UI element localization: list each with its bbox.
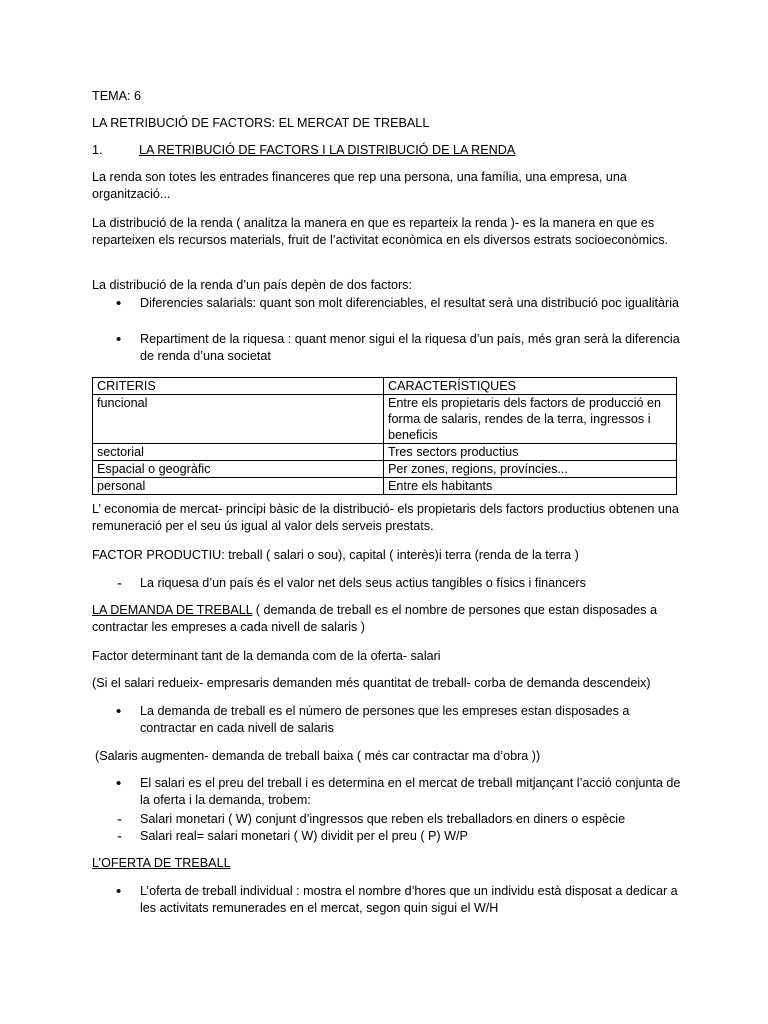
- table-cell: Per zones, regions, províncies...: [384, 461, 677, 478]
- list-item: [92, 295, 682, 312]
- table-header-cell: CARACTERÍSTIQUES: [384, 378, 677, 395]
- paragraph-demanda: [92, 602, 682, 636]
- table-row: [93, 478, 677, 495]
- paragraph-distribucio: La distribució de la renda ( analitza la manera en que es reparteix la renda )- es la manera en que es reparteixen els recursos materials, fruit de l’activitat econòmica en els diversos estrats socioeconòmics.: [92, 216, 669, 247]
- paragraph-si-salari: (Si el salari redueix- empresaris demanden més quantitat de treball- corba de demanda descendeix): [92, 676, 651, 690]
- table-cell: Entre els habitants: [384, 478, 677, 495]
- section-title: LA RETRIBUCIÓ DE FACTORS I LA DISTRIBUCIÓ DE LA RENDA: [139, 143, 516, 157]
- table-cell: Tres sectors productius: [384, 444, 677, 461]
- list-item: [92, 883, 682, 917]
- criteria-table: [92, 377, 677, 495]
- demanda-text: ( demanda de treball es el nombre de persones que estan disposades a contractar les empreses a cada nivell de salaris ): [92, 603, 657, 634]
- list-item-text: Salari real= salari monetari ( W) dividit per el preu ( P) W/P: [140, 829, 468, 843]
- table-row: [93, 395, 677, 444]
- dash-marker: -: [117, 811, 122, 828]
- list-item: [92, 811, 682, 828]
- dash-marker: -: [117, 828, 122, 845]
- paragraph-depen: La distribució de la renda d’un país depèn de dos factors:: [92, 278, 412, 292]
- table-row: [93, 444, 677, 461]
- list-item-text: Diferencies salarials: quant son molt diferenciables, el resultat serà una distribució poc igualitària: [140, 296, 680, 310]
- oferta-heading: L’OFERTA DE TREBALL: [92, 856, 231, 870]
- table-cell: sectorial: [93, 444, 384, 461]
- bullet-marker: •: [116, 295, 122, 312]
- table-header-cell: CRITERIS: [93, 378, 384, 395]
- list-item-text: Repartiment de la riquesa : quant menor sigui el la riquesa d’un país, més gran serà la diferencia de renda d’una societat: [140, 332, 680, 363]
- main-title: LA RETRIBUCIÓ DE FACTORS: EL MERCAT DE TREBALL: [92, 116, 430, 130]
- paragraph-salaris-augmenten: (Salaris augmenten- demanda de treball baixa ( més car contractar ma d’obra )): [95, 749, 541, 763]
- list-item-text: La demanda de treball es el número de persones que les empreses estan disposades a contractar en cada nivell de salaris: [140, 704, 630, 735]
- list-item: [92, 703, 682, 737]
- list-item-text: El salari es el preu del treball i es determina en el mercat de treball mitjançant l’acció conjunta de la oferta i la demanda, trobem:: [140, 776, 681, 807]
- table-header-row: [93, 378, 677, 395]
- table-cell: Espacial o geogràfic: [93, 461, 384, 478]
- paragraph-renda: La renda son totes les entrades financeres que rep una persona, una família, una empresa, una organització...: [92, 170, 627, 201]
- table-row: [93, 461, 677, 478]
- table-cell: personal: [93, 478, 384, 495]
- list-item: [92, 828, 682, 845]
- bullet-marker: •: [116, 883, 122, 900]
- bullet-marker: •: [116, 775, 122, 792]
- paragraph-economia: L’ economia de mercat- principi bàsic de la distribució- els propietaris dels factors productius obtenen una remuneració per el seu ús igual al valor dels serveis prestats.: [92, 502, 679, 533]
- paragraph-factor-productiu: FACTOR PRODUCTIU: treball ( salari o sou), capital ( interès)i terra (renda de la terra ): [92, 548, 579, 562]
- dash-marker: -: [117, 575, 122, 592]
- table-cell: funcional: [93, 395, 384, 444]
- list-item: [92, 575, 682, 592]
- table-cell: Entre els propietaris dels factors de producció en forma de salaris, rendes de la terra, ingressos i beneficis: [384, 395, 677, 444]
- list-item-text: La riquesa d’un país és el valor net dels seus actius tangibles o físics i financers: [140, 576, 586, 590]
- list-item: [92, 775, 682, 809]
- paragraph-determinant: Factor determinant tant de la demanda com de la oferta- salari: [92, 649, 441, 663]
- demanda-heading: LA DEMANDA DE TREBALL: [92, 603, 253, 617]
- bullet-marker: •: [116, 331, 122, 348]
- bullet-marker: •: [116, 703, 122, 720]
- topic-line: TEMA: 6: [92, 89, 141, 103]
- section-number: 1.: [92, 143, 103, 157]
- list-item-text: L’oferta de treball individual : mostra el nombre d’hores que un individu està disposat a dedicar a les activitats remunerades en el mercat, segon quin sigui el W/H: [140, 884, 678, 915]
- list-item: [92, 331, 682, 365]
- list-item-text: Salari monetari ( W) conjunt d’ingressos que reben els treballadors en diners o espècie: [140, 812, 626, 826]
